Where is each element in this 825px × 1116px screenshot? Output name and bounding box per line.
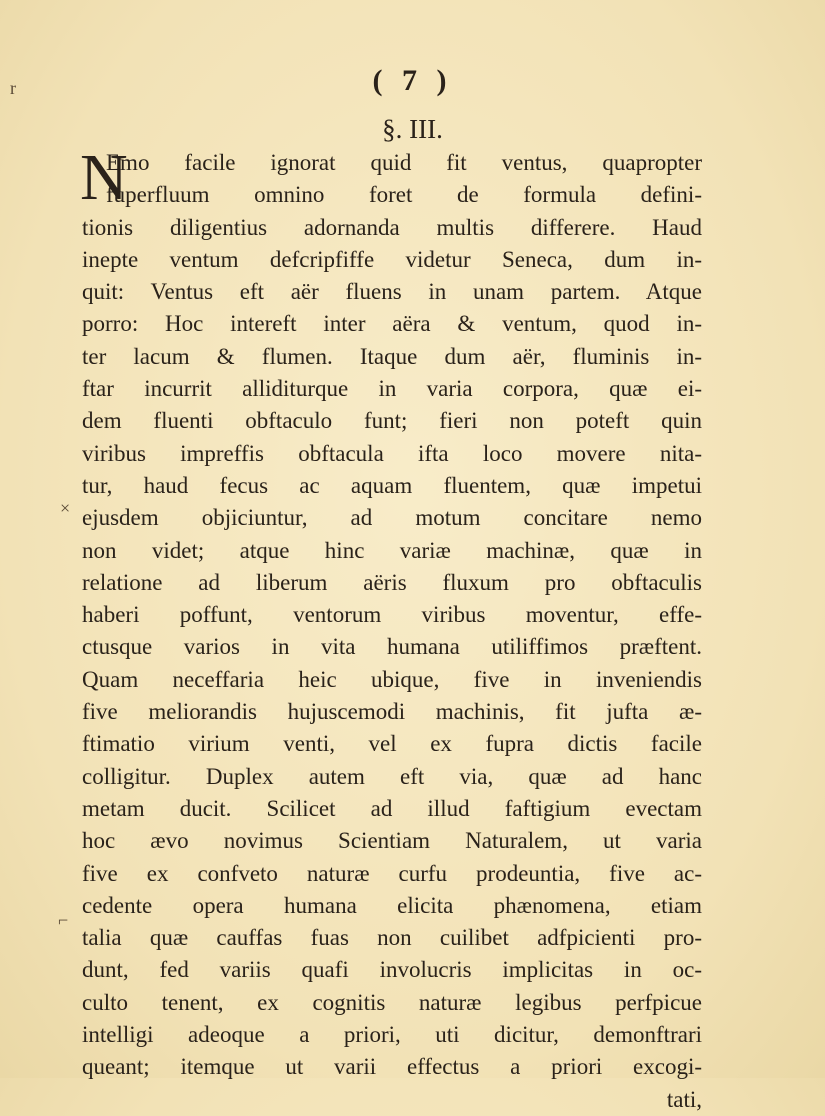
text-line: tur, haud fecus ac aquam fluentem, quæ impetui (82, 472, 702, 498)
text-line: tionis diligentius adornanda multis differere. Haud (82, 214, 702, 240)
text-line: Emo facile ignorat quid fit ventus, quapropter (106, 150, 702, 175)
text-line: talia quæ cauffas fuas non cuilibet adfpicienti pro- (82, 925, 702, 951)
text-line: queant; itemque ut varii effectus a priori excogi- (82, 1054, 702, 1080)
text-line: relatione ad liberum aëris fluxum pro obftaculis (82, 569, 702, 595)
text-line: five meliorandis hujuscemodi machinis, fit jufta æ- (82, 699, 702, 725)
text-line: ter lacum & flumen. Itaque dum aër, fluminis in- (82, 343, 702, 369)
text-line: fuperfluum omnino foret de formula defini- (106, 182, 702, 208)
margin-mark-middle: × (60, 498, 71, 518)
text-line: culto tenent, ex cognitis naturæ legibus perfpicue (82, 989, 702, 1015)
drop-capital: N (80, 141, 128, 214)
text-line: hoc ævo novimus Scientiam Naturalem, ut varia (82, 828, 702, 854)
text-line: dem fluenti obftaculo funt; fieri non poteft quin (82, 408, 702, 434)
text-line: viribus impreffis obftacula ifta loco movere nita- (82, 440, 702, 466)
text-line: quit: Ventus eft aër fluens in unam partem. Atque (82, 279, 702, 305)
page-number: ( 7 ) (372, 64, 453, 97)
text-line: porro: Hoc intereft inter aëra & ventum, quod in- (82, 311, 702, 337)
text-line: Quam neceffaria heic ubique, five in inveniendis (82, 666, 702, 692)
text-line: ftimatio virium venti, vel ex fupra dictis facile (82, 731, 702, 757)
text-line: inepte ventum defcripfiffe videtur Seneca, dum in- (82, 246, 702, 272)
margin-mark-lower: ⌐ (58, 910, 69, 930)
catchword: tati, (666, 1086, 702, 1112)
margin-mark-top: r (10, 78, 16, 98)
page-number-header (0, 64, 825, 98)
body-text (80, 141, 702, 1116)
text-line: intelligi adeoque a priori, uti dicitur, demonftrari (82, 1022, 702, 1048)
text-line: dunt, fed variis quafi involucris implicitas in oc- (82, 957, 702, 983)
text-line: haberi poffunt, ventorum viribus moventur, effe- (82, 602, 702, 628)
section-heading: §. III. (382, 114, 443, 144)
text-line: colligitur. Duplex autem eft via, quæ ad hanc (82, 763, 702, 789)
text-line: ejusdem objiciuntur, ad motum concitare nemo (82, 505, 702, 531)
text-line: five ex confveto naturæ curfu prodeuntia, five ac- (82, 860, 702, 886)
text-line: ctusque varios in vita humana utiliffimos præftent. (82, 634, 702, 660)
text-line: non videt; atque hinc variæ machinæ, quæ in (82, 537, 702, 563)
text-line: metam ducit. Scilicet ad illud faftigium evectam (82, 795, 702, 821)
text-line: ftar incurrit alliditurque in varia corpora, quæ ei- (82, 376, 702, 402)
text-line: cedente opera humana elicita phænomena, etiam (82, 892, 702, 918)
